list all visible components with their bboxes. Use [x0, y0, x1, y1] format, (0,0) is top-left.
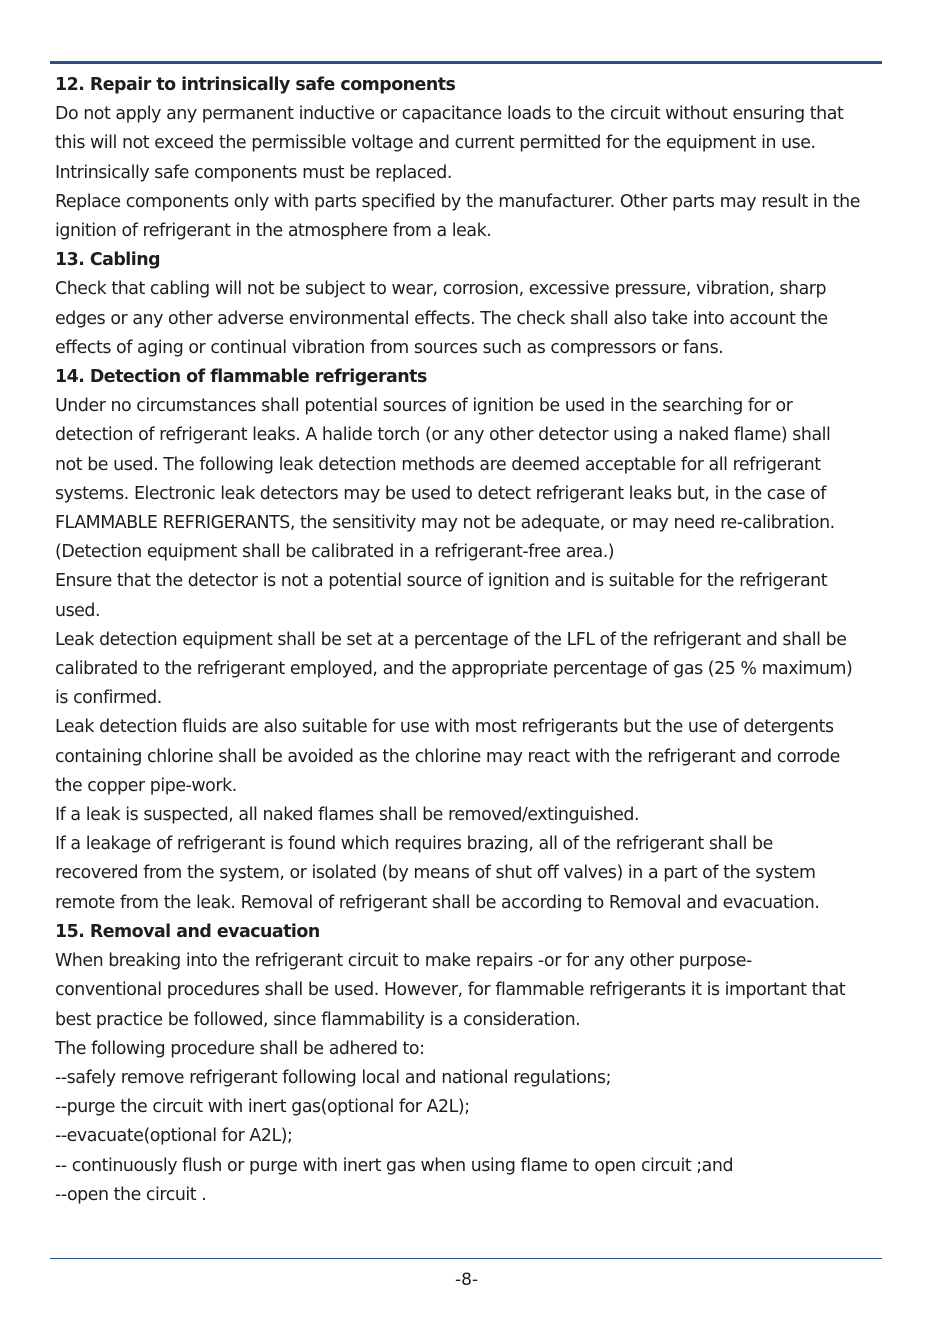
body-text-line: recovered from the system, or isolated (by means of shut off valves) in a part of the system [55, 863, 816, 884]
body-text-line: ignition of refrigerant in the atmosphere from a leak. [55, 221, 492, 242]
body-text-line: If a leakage of refrigerant is found which requires brazing, all of the refrigerant shall be [55, 834, 773, 855]
body-text-line: Leak detection equipment shall be set at a percentage of the LFL of the refrigerant and shall be [55, 629, 847, 650]
body-text-line: effects of aging or continual vibration from sources such as compressors or fans. [55, 337, 724, 358]
body-text-line: The following procedure shall be adhered to: [55, 1038, 425, 1059]
body-text-line: calibrated to the refrigerant employed, and the appropriate percentage of gas (25 % maximum) [55, 659, 853, 680]
body-text-line: Replace components only with parts specified by the manufacturer. Other parts may result in the [55, 191, 860, 212]
body-text-line: Leak detection fluids are also suitable for use with most refrigerants but the use of detergents [55, 717, 834, 738]
body-text-line: --open the circuit . [55, 1184, 207, 1205]
body-text-line: -- continuously flush or purge with inert gas when using flame to open circuit ;and [55, 1155, 734, 1176]
body-text-line: When breaking into the refrigerant circuit to make repairs -or for any other purpose- [55, 951, 752, 972]
section-heading: 15. Removal and evacuation [55, 921, 320, 942]
body-text-line: is confirmed. [55, 688, 162, 709]
body-text-line: --evacuate(optional for A2L); [55, 1126, 293, 1147]
body-text-line: systems. Electronic leak detectors may be used to detect refrigerant leaks but, in the case of [55, 483, 826, 504]
body-text-line: Under no circumstances shall potential sources of ignition be used in the searching for or [55, 396, 793, 417]
body-text-line: this will not exceed the permissible voltage and current permitted for the equipment in use. [55, 133, 816, 154]
body-text-line: not be used. The following leak detection methods are deemed acceptable for all refrigerant [55, 454, 821, 475]
body-text-line: detection of refrigerant leaks. A halide torch (or any other detector using a naked flame) shall [55, 425, 831, 446]
body-text-line: remote from the leak. Removal of refrigerant shall be according to Removal and evacuation. [55, 892, 820, 913]
section-heading: 14. Detection of flammable refrigerants [55, 367, 427, 388]
body-text-line: containing chlorine shall be avoided as the chlorine may react with the refrigerant and corrode [55, 746, 840, 767]
body-text-line: the copper pipe-work. [55, 775, 237, 796]
body-text-line: If a leak is suspected, all naked flames shall be removed/extinguished. [55, 805, 640, 826]
body-text-line: Check that cabling will not be subject to wear, corrosion, excessive pressure, vibration, sharp [55, 279, 827, 300]
body-text-line: (Detection equipment shall be calibrated in a refrigerant-free area.) [55, 542, 615, 563]
header-rule [50, 61, 882, 64]
body-text-line: Do not apply any permanent inductive or capacitance loads to the circuit without ensuring that [55, 104, 844, 125]
document-body [55, 71, 915, 1210]
body-text-line: FLAMMABLE REFRIGERANTS, the sensitivity may not be adequate, or may need re-calibration. [55, 513, 835, 534]
body-text-line: conventional procedures shall be used. However, for flammable refrigerants it is important that [55, 980, 846, 1001]
body-text-line: Intrinsically safe components must be replaced. [55, 162, 452, 183]
body-text-line: edges or any other adverse environmental effects. The check shall also take into account the [55, 308, 828, 329]
body-text-line: --safely remove refrigerant following local and national regulations; [55, 1067, 612, 1088]
body-text-line: --purge the circuit with inert gas(optional for A2L); [55, 1097, 470, 1118]
body-text-line: used. [55, 600, 101, 621]
section-heading: 13. Cabling [55, 250, 161, 271]
body-text-line: Ensure that the detector is not a potential source of ignition and is suitable for the refrigerant [55, 571, 828, 592]
body-text-line: best practice be followed, since flammability is a consideration. [55, 1009, 581, 1030]
page-number: -8- [454, 1270, 479, 1290]
footer-rule [50, 1258, 882, 1259]
section-heading: 12. Repair to intrinsically safe components [55, 75, 456, 95]
